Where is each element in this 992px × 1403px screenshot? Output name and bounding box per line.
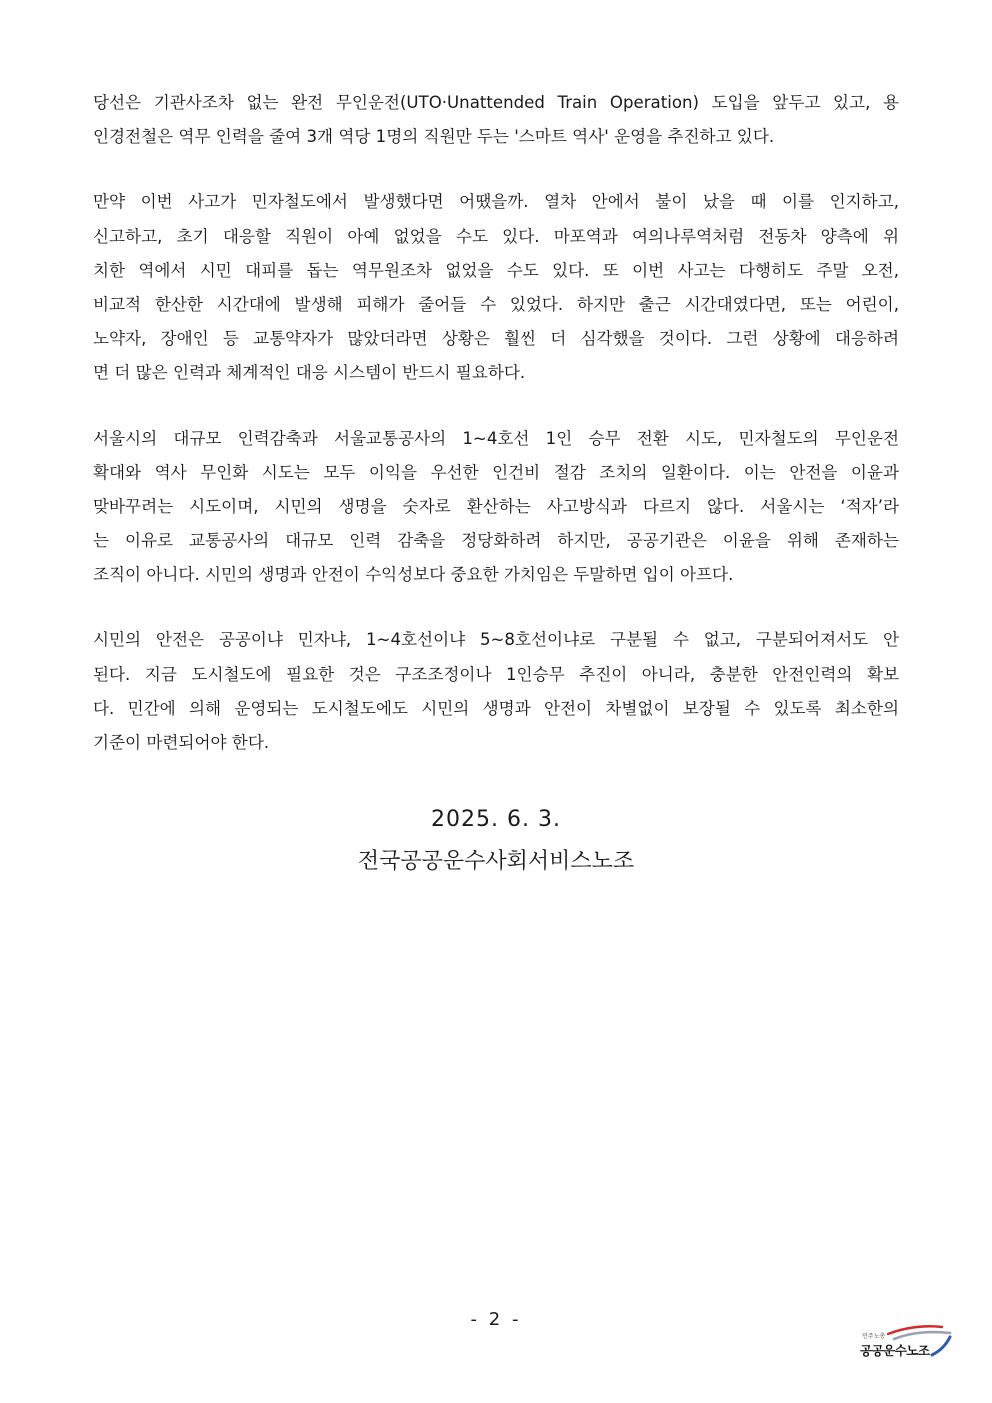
text-line: 신고하고, 초기 대응할 직원이 아예 없었을 수도 있다. 마포역과 여의나루역처럼 전동차 양측에 위 xyxy=(93,226,899,246)
paragraph-2 xyxy=(93,185,899,390)
text-line: 치한 역에서 시민 대피를 돕는 역무원조차 없었을 수도 있다. 또 이번 사고는 다행히도 주말 오전, xyxy=(93,260,899,280)
text-line: 확대와 역사 무인화 시도는 모두 이익을 우선한 인건비 절감 조치의 일환이다. 이는 안전을 이윤과 xyxy=(93,462,899,482)
document-date: 2025. 6. 3. xyxy=(431,807,561,832)
text-line: 인경전철은 역무 인력을 줄여 3개 역당 1명의 직원만 두는 '스마트 역사' 운영을 추진하고 있다. xyxy=(93,127,775,147)
text-line: 기준이 마련되어야 한다. xyxy=(93,733,270,752)
text-line: 다. 민간에 의해 운영되는 도시철도에도 시민의 생명과 안전이 차별없이 보장될 수 있도록 최소한의 xyxy=(93,698,899,718)
logo-gray-swoosh xyxy=(894,1332,950,1339)
text-line: 시민의 안전은 공공이냐 민자냐, 1~4호선이냐 5~8호선이냐로 구분될 수 없고, 구분되어져서도 안 xyxy=(93,630,899,650)
text-line: 된다. 지금 도시철도에 필요한 것은 구조조정이나 1인승무 추진이 아니라, 충분한 안전인력의 확보 xyxy=(93,664,899,684)
text-line: 조직이 아니다. 시민의 생명과 안전이 수익성보다 중요한 가치임은 두말하면 입이 아프다. xyxy=(93,565,734,585)
body-text xyxy=(93,86,899,791)
text-line: 면 더 많은 인력과 체계적인 대응 시스템이 반드시 필요하다. xyxy=(93,363,526,383)
paragraph-4 xyxy=(93,623,899,760)
text-line: 서울시의 대규모 인력감축과 서울교통공사의 1~4호선 1인 승무 전환 시도, 민자철도의 무인운전 xyxy=(93,428,899,448)
organization-name: 전국공공운수사회서비스노조 xyxy=(357,849,635,874)
logo-main-text: 공공운수노조 xyxy=(860,1343,930,1358)
text-line: 만약 이번 사고가 민자철도에서 발생했다면 어땠을까. 열차 안에서 불이 났을 때 이를 인지하고, xyxy=(93,192,899,212)
logo-blue-swoosh xyxy=(932,1337,950,1355)
paragraph-1 xyxy=(93,86,899,154)
text-line: 비교적 한산한 시간대에 발생해 피해가 줄어들 수 있었다. 하지만 출근 시간대였다면, 또는 어린이, xyxy=(93,294,899,314)
text-line: 는 이유로 교통공사의 대규모 인력 감축을 정당화하려 하지만, 공공기관은 이윤을 위해 존재하는 xyxy=(93,531,899,551)
text-line: 맞바꾸려는 시도이며, 시민의 생명을 숫자로 환산하는 사고방식과 다르지 않다. 서울시는 ‘적자’라 xyxy=(93,496,899,516)
text-line: 당선은 기관사조차 없는 완전 무인운전(UTO·Unattended Train Operation) 도입을 앞두고 있고, 용 xyxy=(93,93,899,112)
paragraph-3 xyxy=(93,422,899,593)
text-line: 노약자, 장애인 등 교통약자가 많았더라면 상황은 훨씬 더 심각했을 것이다. 그런 상황에 대응하려 xyxy=(93,329,899,349)
logo-small-text: 민주노총 xyxy=(862,1333,886,1340)
page-number: - 2 - xyxy=(470,1309,522,1330)
union-logo xyxy=(858,1321,954,1365)
